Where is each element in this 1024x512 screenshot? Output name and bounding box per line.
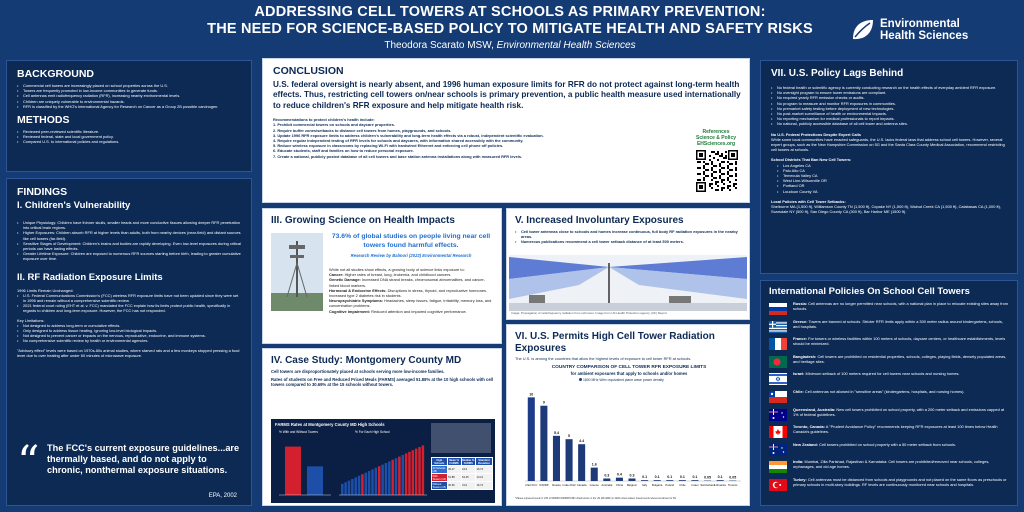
list-item: • No comprehensive scientific review by health or environmental agencies. <box>17 338 241 343</box>
farms-school-bar <box>391 460 394 495</box>
vulnerability-list <box>17 220 241 262</box>
school-photo <box>431 423 491 453</box>
list-item: • Commercial cell towers are increasingly placed on school properties across the U.S. <box>17 83 241 88</box>
conclusion-heading: CONCLUSION <box>273 65 344 77</box>
farms-school-bar <box>418 447 421 495</box>
table-cell: 54.45 <box>461 474 476 482</box>
ban-list <box>777 163 1007 194</box>
country-flag-icon <box>769 391 787 403</box>
background-list <box>17 83 241 109</box>
rfr-bar-value: 0.05 <box>704 475 712 480</box>
science-panel <box>262 208 502 344</box>
table-cell: 16.72 <box>476 482 493 490</box>
list-item: • Not designed to address long-term or cumulative effects. <box>17 323 241 328</box>
international-item-text <box>793 424 1009 434</box>
ehs-logo <box>850 15 1020 45</box>
rfr-bar-value: 5 <box>568 434 571 439</box>
methods-heading: METHODS <box>17 114 70 127</box>
conclusion-text: U.S. federal oversight is nearly absent, and 1996 human exposure limits for RFR do not protect against long-term health effects. Thus, restricting cell towers on/near schools is primary prevention, a public health measure used internationally to reduce children's RFR exposure and help mitigate health risk. <box>273 80 741 110</box>
table-row <box>432 466 493 474</box>
rfr-category-label: Greece <box>589 483 599 487</box>
rfr-category-label: Canada <box>576 483 587 487</box>
international-item-text <box>793 371 1009 376</box>
farms-school-bar <box>388 461 391 495</box>
list-item: • Reviewed peer-reviewed scientific literature. <box>17 129 241 134</box>
country-policy: A "Prudent Avoidance Policy" recommends keeping RFR exposures at least 100 times below Health Canada's guidelines. <box>793 424 998 435</box>
international-item <box>769 424 1009 440</box>
farms-school-bar <box>395 458 398 495</box>
farms-chart <box>271 419 495 503</box>
international-item <box>769 301 1009 317</box>
poster-title-line2: THE NEED FOR SCIENCE-BASED POLICY TO MITIGATE HEALTH AND SAFETY RISKS <box>207 21 813 37</box>
list-item: • Portland OR <box>777 183 1007 188</box>
country-name: Toronto, Canada: <box>793 424 825 430</box>
country-name: India: <box>793 459 804 465</box>
international-item-text <box>793 336 1009 346</box>
policy-lags-heading: VII. U.S. Policy Lags Behind <box>771 68 904 79</box>
country-policy: Cell antennas not allowed in "sensitive areas" (kindergartens, hospitals, and nursing homes). <box>803 388 965 394</box>
list-item: • Not designed to prevent cancer or impacts on the nervous, reproductive, endocrine, and immune systems. <box>17 333 241 338</box>
permits-heading: VI. U.S. Permits High Cell Tower Radiation Exposures <box>515 331 715 354</box>
list-item: Genetic Damage: Increased DNA strand breaks, chromosomal abnormalities, and cancer-linked blood markers. <box>329 277 486 288</box>
country-name: New Zealand: <box>793 441 819 447</box>
rfr-bar <box>553 436 560 481</box>
international-item-text <box>793 442 1009 447</box>
involuntary-heading: V. Increased Involuntary Exposures <box>515 215 684 226</box>
list-item: 4. Require regular independent testing of RFR levels for schools and daycares, with information shared accessibly with the community. <box>273 138 524 144</box>
rfr-chart-subtitle: for ambient exposures that apply to schools and/or homes <box>570 371 688 376</box>
science-intro: While not all studies show effects, a growing body of science links exposure to: <box>329 267 465 272</box>
list-item: • Unique Physiology: Children have thinner skulls, smaller heads and more conductive tissues allowing deeper RFR penetration into critical brain regions. <box>17 220 241 230</box>
table-cell: 39.17 <box>447 466 461 474</box>
country-flag-icon <box>769 321 787 333</box>
ref-line1: References <box>702 129 730 135</box>
rfr-category-label: Italy <box>642 483 648 487</box>
farms-school-bars <box>339 435 427 499</box>
science-heading: III. Growing Science on Health Impacts <box>271 215 455 226</box>
list-item: • Sensitive Stages of Development: Children's brains and bodies are rapidly developing. Even low-level exposures during critical periods can have lasting effects. <box>17 241 241 251</box>
country-name: France: <box>793 336 808 342</box>
international-item <box>769 336 1009 352</box>
list-item: Neuropsychiatric Symptoms: Headaches, sleep issues, fatigue, irritability, memory loss, and concentration problems. <box>329 298 492 309</box>
ref-line2: Science & Policy <box>695 135 737 141</box>
international-list <box>769 301 1009 493</box>
table-header: Mean % FARMS <box>447 458 461 466</box>
legend-label: 1800 MHz W/m² equivalent plane wave power density <box>582 378 664 382</box>
table-header: High Schools <box>432 458 448 466</box>
policy-lags-panel <box>760 60 1018 274</box>
rfr-category-label: Belgium <box>626 483 638 487</box>
rfr-category-label: Switzerland <box>700 483 715 487</box>
list-item: • No program to measure and monitor RFR exposures in communities. <box>771 101 1007 106</box>
table-row <box>432 482 493 490</box>
list-item: • Higher Exposures: Children absorb RFR at higher levels than adults, both from nearby devices (near-field) and distant sources like cell towers (far-field). <box>17 230 241 240</box>
table-cell: With Towers (10) <box>432 474 447 481</box>
farms-school-bar <box>348 481 351 495</box>
country-flag-icon <box>769 426 787 438</box>
country-flag-icon <box>769 444 787 456</box>
rfr-category-label: Toronto <box>728 483 738 487</box>
rfr-bar-value: 0.1 <box>679 475 685 480</box>
rfr-category-label: China <box>615 483 624 487</box>
farms-right-label: % For Each High School <box>355 430 390 434</box>
poster-title-line1: ADDRESSING CELL TOWERS AT SCHOOLS AS PRIMARY PREVENTION: <box>254 4 766 20</box>
country-flag-icon <box>769 338 787 350</box>
farms-table <box>431 457 493 490</box>
rfr-bar-value: 0.1 <box>692 475 698 480</box>
export-text: While some local communities have enacted safeguards, the U.S. lacks federal laws that address school cell towers. However, several expert groups, such as the New Hampshire Commission on 5G and the Santa Clara County Medical Association, recommend restricting cell towers at schools. <box>771 136 1005 153</box>
conclusion-panel <box>262 58 750 203</box>
list-item: • Los Angeles CA <box>777 163 1007 168</box>
farms-school-bar <box>344 482 347 495</box>
country-name: Israel: <box>793 371 805 377</box>
list-item: • West Linn-Wilsonville OR <box>777 178 1007 183</box>
table-cell: 31.6 <box>461 482 476 490</box>
limits-list <box>17 293 241 314</box>
cell-tower-photo <box>271 233 323 311</box>
rfr-bar <box>528 397 535 481</box>
country-flag-icon <box>769 303 787 315</box>
farms-school-bar <box>371 469 374 495</box>
rfr-chart-legend <box>579 378 664 382</box>
findings-heading: FINDINGS <box>17 186 68 198</box>
farms-school-bar <box>412 450 415 495</box>
list-item: • No oversight program to ensure tower emissions are compliant. <box>771 90 1007 95</box>
farms-school-bar <box>378 466 381 495</box>
list-item: • Loudoun County VA <box>777 189 1007 194</box>
quote-mark-icon: “ <box>17 437 40 488</box>
international-heading: International Policies On School Cell Towers <box>769 286 970 297</box>
country-flag-icon <box>769 479 787 491</box>
farms-school-bar <box>354 477 357 495</box>
farms-school-bar <box>398 457 401 495</box>
qr-code-icon[interactable] <box>695 149 739 193</box>
rfr-limits-chart <box>515 383 743 497</box>
list-item: • U.S. Federal Communications Commission's (FCC) wireless RFR exposure limits have not been updated since they were set in 1996 and remain without a comprehensive scientific review. <box>17 293 241 303</box>
table-header: Median % FARMS <box>462 458 475 465</box>
farms-school-bar <box>422 445 425 495</box>
country-name: Turkey: <box>793 476 807 482</box>
country-policy: Mumbai, Zilla Parishad, Rajasthan & Karnataka: Cell towers are prohibited/removed near schools, colleges, orphanages, and old age homes. <box>793 459 990 470</box>
international-item-text <box>793 459 1009 469</box>
recommendations-label: Recommendations to protect children's health include: <box>273 117 375 123</box>
list-item: • Towers are frequently promoted in low-income communities to generate funds. <box>17 88 241 93</box>
list-item: • Numerous publications recommend a cell tower setback distance of at least 500 meters. <box>515 239 741 244</box>
country-policy: Cell towers prohibited on school property with a 50 meter setback from schools. <box>818 441 957 447</box>
setback-heading: Local Policies with Cell Tower Setbacks: <box>771 198 846 204</box>
rfr-bar <box>679 480 686 481</box>
international-item <box>769 442 1009 458</box>
diagram-caption: Image: Propagation of radiofrequency radiation from cell tower. Image from US Health Protection agency (UK) Report <box>511 311 667 315</box>
key-limits-label: Key Limitations: <box>17 317 45 323</box>
list-item: • Only designed to address tissue heating, ignoring low-level biological impacts. <box>17 328 241 333</box>
case-study-lead: Cell towers are disproportionately placed at schools serving more low-income families. <box>271 369 445 374</box>
international-item-text <box>793 407 1009 417</box>
farms-school-bar <box>385 463 388 495</box>
list-item: 5. Reduce wireless exposure in classrooms by replacing Wi-Fi with hardwired Ethernet and enforcing cell phone off policies. <box>273 143 504 149</box>
country-name: Greece: <box>793 318 808 324</box>
export-heading: No U.S. Federal Protections Despite Expert Calls <box>771 131 861 137</box>
findings-panel <box>6 178 252 506</box>
rfr-category-label: Poland <box>665 483 675 487</box>
list-item: • No premarket safety testing before deployment of new technologies. <box>771 106 1007 111</box>
vulnerability-heading: I. Children's Vulnerability <box>17 200 131 211</box>
references-label <box>687 129 745 147</box>
quote-source: EPA, 2002 <box>208 493 237 499</box>
rfr-bar <box>628 478 635 481</box>
rfr-bar <box>578 444 585 481</box>
country-policy: Cell antennas must be distanced from schools and playgrounds and not placed on the same floors as preschools or primary schools in multi-story buildings. RF levels are continuously monitored near schools and hospitals. <box>793 476 1007 487</box>
rfr-bar-value: 0.4 <box>616 472 622 477</box>
rf-propagation-diagram <box>509 255 747 311</box>
case-study-heading: IV. Case Study: Montgomery County MD <box>271 355 462 366</box>
farms-school-bar <box>381 465 384 495</box>
country-policy: New cell towers prohibited on school property, with a 200 meter setback and emissions capped at 1% of federal guidelines. <box>793 406 1005 417</box>
involuntary-panel <box>506 208 750 320</box>
poster-header <box>200 4 820 52</box>
science-stat: 73.6% of global studies on people living near cell towers found harmful effects. <box>331 233 491 249</box>
rfr-bar <box>717 480 724 481</box>
farms-school-bar <box>375 468 378 495</box>
list-item: • Cell antennas emit radiofrequency radiation (RFR), increasing nearby environmental levels. <box>17 93 241 98</box>
country-name: Bangladesh: <box>793 353 817 359</box>
background-methods-panel <box>6 60 252 172</box>
country-policy: Minimum setback of 100 meters required for cell towers near schools and nursing homes. <box>804 371 960 377</box>
table-row <box>432 474 493 482</box>
list-item: • Greater Lifetime Exposure: Children are exposed to numerous RFR sources starting before birth, leading to greater cumulative exposure over time. <box>17 251 241 261</box>
farms-school-bar <box>408 452 411 495</box>
list-item: • Temecula Valley CA <box>777 173 1007 178</box>
advisory-note: "Advisory effect" levels were based on 1970s-80s animal studies, where starved rats and a few monkeys stopped pressing a food lever due to over heating after under 60 minutes of microwave exposure. <box>17 347 240 358</box>
limits-intro: 1996 Limits Remain Unchanged: <box>17 287 74 293</box>
farms-chart-title: FARMS Rates at Montgomery County MD High Schools <box>275 422 385 427</box>
table-cell: All Schools (25) <box>432 466 446 473</box>
international-item <box>769 319 1009 335</box>
list-item: 7. Create a national, publicly posted database of all cell towers and base station antenna installations along with measured RFR levels. <box>273 153 523 159</box>
legend-swatch <box>579 378 582 381</box>
rfr-bar <box>641 480 648 481</box>
international-item-text <box>793 301 1009 311</box>
author-line <box>200 39 820 52</box>
rfr-bar-value: 0.3 <box>604 473 610 478</box>
country-name: Russia: <box>793 301 808 306</box>
permits-intro: The U.S. is among the countries that allow the highest levels of exposure to cell tower RFR at schools. <box>515 356 692 361</box>
farms-school-bar <box>351 479 354 495</box>
country-policy: For towers or wireless facilities within 100 meters of schools, daycare centers, or healthcare establishments, levels should be minimized. <box>793 336 1006 347</box>
methods-list <box>17 129 241 145</box>
rfr-bar-value: 5.4 <box>553 430 559 435</box>
rfr-bar-value: 0.3 <box>629 473 635 478</box>
country-flag-icon <box>769 409 787 421</box>
rfr-bar <box>540 406 547 481</box>
rfr-category-label: Lithuania <box>714 483 726 487</box>
list-item: • No required yearly RFR emission checks or audits. <box>771 95 1007 100</box>
leaf-logo-icon <box>850 17 876 43</box>
farms-school-bar <box>401 455 404 495</box>
rfr-bar <box>616 478 623 481</box>
list-item: 6. Educate students, staff and families on how to reduce personal exposure. <box>273 148 414 154</box>
country-policy: Towers are banned at schools. Stricter RFR limits apply within a 300 meter radius around kindergartens, schools, and hospitals. <box>793 318 1003 329</box>
table-cell: 13.21 <box>476 474 493 482</box>
international-item <box>769 477 1009 493</box>
list-item: 3. Update 1996 RFR exposure limits to address children's vulnerability and long-term health effects via a robust, independent scientific evaluation. <box>273 132 544 138</box>
rfr-category-label: USA FCC <box>525 483 538 487</box>
science-stat-source: Research Review by Balmori (2022) Environmental Research <box>350 253 472 258</box>
rfr-bar <box>591 468 598 481</box>
rfr-category-label: Russia <box>552 483 561 487</box>
table-cell: 44.6 <box>461 466 476 474</box>
rf-limits-heading: II. RF Radiation Exposure Limits <box>17 271 163 283</box>
rfr-bar <box>603 478 610 481</box>
list-item: • Palo Alto CA <box>777 168 1007 173</box>
rfr-category-label: ICNIRP <box>539 483 549 487</box>
international-item-text <box>793 389 1009 394</box>
list-item: 2. Require buffer zones/setbacks to distance cell towers from homes, playgrounds, and schools. <box>273 127 452 133</box>
list-item: Cancer: Higher rates of breast, lung, leukemia, and childhood cancers. <box>329 272 452 278</box>
table-cell: 16.72 <box>476 466 493 474</box>
farms-school-bar <box>358 476 361 495</box>
rfr-bar-value: 0.1 <box>717 475 723 480</box>
list-item: 1. Prohibit commercial towers on schools and daycare properties. <box>273 122 395 128</box>
farms-average-bar <box>307 466 323 495</box>
country-flag-icon <box>769 373 787 385</box>
logo-text-line2: Health Sciences <box>880 30 969 42</box>
rfr-bar-value: 0.05 <box>729 475 737 480</box>
list-item: • Compared U.S. to international policies and regulations. <box>17 139 241 144</box>
ref-url[interactable]: EHSciences.org <box>696 141 736 147</box>
list-item: • Cell tower antennas close to schools and homes increase continuous, full body RF radiation exposures in the nearby areas. <box>515 229 741 239</box>
list-item: • Reviewed federal, state and local government policy. <box>17 134 241 139</box>
setback-text: Shelburne MA (1,500 ft), Williamson County TN (1,500 ft), Copake NY (1,500 ft), Walnut Creek CA (1,500 ft), Calabasas CA (1,000 ft), Scarsdale NY (500 ft), San Diego County CA (300 ft), Bar Harbor ME (1500 ft). <box>771 204 1002 215</box>
rfr-bar-value: 1.6 <box>591 462 597 467</box>
farms-school-bar <box>361 474 364 495</box>
key-limits-list <box>17 323 241 344</box>
ban-heading: School Districts That Ban New Cell Towers: <box>771 157 852 163</box>
rfr-category-label: Bulgaria <box>652 483 663 487</box>
farms-left-label: % With and Without Towers <box>279 430 318 434</box>
science-body <box>329 267 495 314</box>
table-header: Standard Deviation <box>476 458 493 466</box>
list-item: • No national, publicly accessible database of all cell tower and antenna sites. <box>771 121 1007 126</box>
international-item-text <box>793 354 1009 364</box>
country-flag-icon <box>769 461 787 473</box>
international-panel <box>760 280 1018 506</box>
author-name: Theodora Scarato MSW, <box>384 40 494 51</box>
rfr-bar-value: 0.1 <box>667 475 673 480</box>
rfr-category-label: Chile <box>679 483 686 487</box>
rfr-chart-title: COUNTRY COMPARISON OF CELL TOWER RFR EXPOSURE LIMITS <box>551 365 707 370</box>
international-item <box>769 459 1009 475</box>
list-item: • 2021 federal court ruling (EHT et al. v. FCC) mandated the FCC explain how its limits protect public health, specifically in regards to children and long-term exposure. However, the FCC has not responded. <box>17 303 241 313</box>
list-item: • No federal health or scientific agency is currently conducting research on the health effects of everyday ambient RFR exposure. <box>771 85 1007 90</box>
international-item <box>769 354 1009 370</box>
permits-panel <box>506 324 750 506</box>
farms-average-bar <box>285 447 301 495</box>
rfr-bar-value: 0.1 <box>642 475 648 480</box>
rfr-bar <box>666 480 673 481</box>
international-item <box>769 407 1009 423</box>
country-flag-icon <box>769 356 787 368</box>
logo-text-line1: Environmental <box>880 18 960 30</box>
rfr-bar-value: 0.1 <box>654 475 660 480</box>
rfr-bar <box>654 480 661 481</box>
table-cell: Without Towers (15) <box>432 482 447 489</box>
international-item <box>769 371 1009 387</box>
country-name: Chile: <box>793 388 804 394</box>
rfr-category-label: India 2012 <box>562 483 576 487</box>
author-affiliation: Environmental Health Sciences <box>496 40 636 51</box>
list-item: • No post-market surveillance of health or environmental impacts. <box>771 111 1007 116</box>
farms-school-bar <box>341 484 344 495</box>
international-item-text <box>793 319 1009 329</box>
list-item: Cognitive Impairment: Reduced attention and impaired cognitive performance. <box>329 308 467 314</box>
involuntary-list <box>515 229 741 245</box>
rfr-category-label: Australia <box>601 483 613 487</box>
rfr-bar <box>691 480 698 481</box>
farms-school-bar <box>365 473 368 495</box>
table-cell: 51.88 <box>447 474 461 482</box>
country-name: Queensland, Australia: <box>793 406 836 412</box>
list-item: • No reporting mechanism for medical professionals to report impacts. <box>771 116 1007 121</box>
farms-average-bars <box>275 435 335 499</box>
country-policy: Cell antennas are no longer permitted near schools, with a national plan in place to relocate existing sites away from schools. <box>793 301 1008 311</box>
chart-footnote: *Values represent levels in V/M of 900MHz/1800MHz/RF infrastructure in the US (RF-EMF) in 2020 unless stated, lowest levels referenced above for 5G <box>515 497 677 500</box>
country-policy: Cell towers are prohibited on residential properties, schools, colleges, playing fields, densely populated areas, and heritage sites. <box>793 353 1007 364</box>
policy-lags-list <box>771 85 1007 127</box>
international-item-text <box>793 477 1009 487</box>
list-item: • Children are uniquely vulnerable to environmental hazards. <box>17 99 241 104</box>
case-study-panel <box>262 348 502 506</box>
rfr-bar-value: 10 <box>529 392 534 397</box>
case-study-sub: Rates of students on Free and Reduced Priced Meals (FARMS) averaged 51.88% at the 10 high schools with cell towers compared to 30.69% at the 15 schools without towers. <box>271 376 493 388</box>
background-heading: BACKGROUND <box>17 68 94 80</box>
rfr-bar-value: 9 <box>542 400 545 405</box>
list-item: Hormonal & Endocrine Effects: Disruptions in stress, thyroid, and reproductive hormones. Increased type 2 diabetes risk in students. <box>329 287 488 299</box>
rfr-bar-value: 4.4 <box>579 439 585 444</box>
farms-school-bar <box>415 449 418 495</box>
farms-school-bar <box>405 453 408 495</box>
rfr-bar <box>566 439 573 481</box>
farms-school-bar <box>368 471 371 495</box>
recommendations-list <box>273 122 683 158</box>
table-cell: 30.69 <box>447 482 461 490</box>
epa-quote: The FCC's current exposure guidelines...are thermally based, and do not apply to chronic, nonthermal exposure situations. <box>47 443 240 475</box>
rfr-category-label: Israel <box>691 483 699 487</box>
international-item <box>769 389 1009 405</box>
list-item: • RFR is classified by the WHO's International Agency for Research on Cancer as a Group 2B possible carcinogen. <box>17 104 241 109</box>
